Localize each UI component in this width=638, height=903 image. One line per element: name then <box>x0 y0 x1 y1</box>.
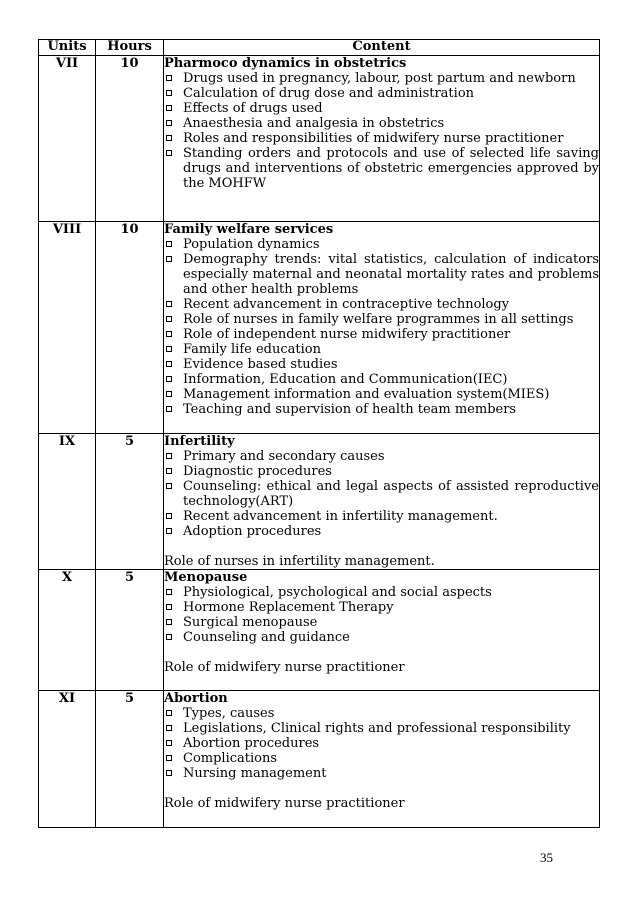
list-item-text: Population dynamics <box>183 237 320 252</box>
checkbox-bullet-icon <box>166 755 172 761</box>
list-item-text: Adoption procedures <box>183 524 322 539</box>
content-list <box>164 585 599 645</box>
checkbox-bullet-icon <box>166 391 172 397</box>
syllabus-table <box>38 39 600 828</box>
unit-cell: X <box>39 570 96 691</box>
unit-title: Menopause <box>164 570 248 585</box>
unit-title: Abortion <box>164 691 228 706</box>
hours-cell: 5 <box>96 691 164 828</box>
list-item-text: Recent advancement in infertility management. <box>183 509 498 524</box>
checkbox-bullet-icon <box>166 256 172 262</box>
list-item-text: Counseling and guidance <box>183 630 350 645</box>
table-row <box>39 691 600 828</box>
checkbox-bullet-icon <box>166 331 172 337</box>
checkbox-bullet-icon <box>166 301 172 307</box>
checkbox-bullet-icon <box>166 316 172 322</box>
list-item <box>164 402 599 417</box>
table-body <box>39 56 600 828</box>
list-item-text: Teaching and supervision of health team members <box>183 402 517 417</box>
list-item <box>164 357 599 372</box>
table-header-row <box>39 40 600 56</box>
checkbox-bullet-icon <box>166 376 172 382</box>
list-item-text: Information, Education and Communication(IEC) <box>183 372 508 387</box>
list-item-text: Counseling: ethical and legal aspects of assisted reproductive technology(ART) <box>183 479 599 509</box>
list-item <box>164 630 599 645</box>
list-item-text: Anaesthesia and analgesia in obstetrics <box>183 116 445 131</box>
table-row <box>39 570 600 691</box>
list-item-text: Roles and responsibilities of midwifery nurse practitioner <box>183 131 564 146</box>
list-item-text: Abortion procedures <box>183 736 320 751</box>
checkbox-bullet-icon <box>166 634 172 640</box>
list-item <box>164 479 599 509</box>
list-item-text: Calculation of drug dose and administration <box>183 86 475 101</box>
list-item <box>164 449 599 464</box>
checkbox-bullet-icon <box>166 740 172 746</box>
list-item-text: Nursing management <box>183 766 327 781</box>
unit-cell: VII <box>39 56 96 222</box>
list-item-text: Complications <box>183 751 278 766</box>
list-item <box>164 387 599 402</box>
list-item-text: Demography trends: vital statistics, calculation of indicators especially maternal and neonatal mortality rates and problems and other health problems <box>183 252 599 297</box>
content-cell <box>164 570 600 691</box>
list-item <box>164 237 599 252</box>
checkbox-bullet-icon <box>166 120 172 126</box>
checkbox-bullet-icon <box>166 346 172 352</box>
list-item <box>164 721 599 736</box>
checkbox-bullet-icon <box>166 513 172 519</box>
role-note: Role of midwifery nurse practitioner <box>164 796 405 811</box>
checkbox-bullet-icon <box>166 710 172 716</box>
unit-title: Family welfare services <box>164 222 334 237</box>
list-item <box>164 297 599 312</box>
list-item <box>164 600 599 615</box>
list-item-text: Types, causes <box>183 706 275 721</box>
checkbox-bullet-icon <box>166 105 172 111</box>
checkbox-bullet-icon <box>166 770 172 776</box>
content-cell <box>164 56 600 222</box>
role-note: Role of nurses in infertility management. <box>164 554 435 569</box>
list-item <box>164 736 599 751</box>
content-cell <box>164 691 600 828</box>
list-item <box>164 312 599 327</box>
checkbox-bullet-icon <box>166 604 172 610</box>
header-content: Content <box>164 40 600 56</box>
unit-title: Infertility <box>164 434 235 449</box>
list-item <box>164 706 599 721</box>
list-item-text: Diagnostic procedures <box>183 464 332 479</box>
list-item <box>164 372 599 387</box>
checkbox-bullet-icon <box>166 453 172 459</box>
checkbox-bullet-icon <box>166 150 172 156</box>
checkbox-bullet-icon <box>166 241 172 247</box>
list-item <box>164 766 599 781</box>
list-item-text: Family life education <box>183 342 321 357</box>
checkbox-bullet-icon <box>166 75 172 81</box>
list-item-text: Drugs used in pregnancy, labour, post partum and newborn <box>183 71 576 86</box>
checkbox-bullet-icon <box>166 135 172 141</box>
list-item <box>164 751 599 766</box>
list-item <box>164 464 599 479</box>
checkbox-bullet-icon <box>166 483 172 489</box>
unit-title: Pharmoco dynamics in obstetrics <box>164 56 407 71</box>
checkbox-bullet-icon <box>166 468 172 474</box>
list-item-text: Role of independent nurse midwifery practitioner <box>183 327 511 342</box>
checkbox-bullet-icon <box>166 361 172 367</box>
content-cell <box>164 434 600 570</box>
checkbox-bullet-icon <box>166 725 172 731</box>
content-list <box>164 449 599 539</box>
page-number: 35 <box>540 850 553 865</box>
checkbox-bullet-icon <box>166 589 172 595</box>
checkbox-bullet-icon <box>166 406 172 412</box>
list-item <box>164 116 599 131</box>
header-hours: Hours <box>96 40 164 56</box>
list-item-text: Effects of drugs used <box>183 101 323 116</box>
list-item-text: Physiological, psychological and social aspects <box>183 585 492 600</box>
list-item <box>164 342 599 357</box>
list-item <box>164 615 599 630</box>
checkbox-bullet-icon <box>166 619 172 625</box>
list-item <box>164 252 599 297</box>
list-item-text: Surgical menopause <box>183 615 318 630</box>
list-item <box>164 101 599 116</box>
unit-cell: IX <box>39 434 96 570</box>
checkbox-bullet-icon <box>166 528 172 534</box>
hours-cell: 10 <box>96 222 164 434</box>
list-item <box>164 509 599 524</box>
list-item-text: Primary and secondary causes <box>183 449 385 464</box>
hours-cell: 5 <box>96 434 164 570</box>
content-list <box>164 71 599 191</box>
list-item-text: Management information and evaluation system(MIES) <box>183 387 550 402</box>
table-row <box>39 222 600 434</box>
list-item <box>164 585 599 600</box>
unit-cell: XI <box>39 691 96 828</box>
content-list <box>164 706 599 781</box>
list-item-text: Evidence based studies <box>183 357 338 372</box>
list-item <box>164 71 599 86</box>
list-item-text: Hormone Replacement Therapy <box>183 600 394 615</box>
table-row <box>39 434 600 570</box>
list-item <box>164 327 599 342</box>
checkbox-bullet-icon <box>166 90 172 96</box>
list-item <box>164 524 599 539</box>
header-units: Units <box>39 40 96 56</box>
content-cell <box>164 222 600 434</box>
list-item-text: Role of nurses in family welfare programmes in all settings <box>183 312 574 327</box>
list-item-text: Standing orders and protocols and use of selected life saving drugs and interventions of obstetric emergencies approved by the MOHFW <box>183 146 599 191</box>
role-note: Role of midwifery nurse practitioner <box>164 660 405 675</box>
hours-cell: 10 <box>96 56 164 222</box>
list-item-text: Legislations, Clinical rights and professional responsibility <box>183 721 571 736</box>
list-item <box>164 131 599 146</box>
list-item-text: Recent advancement in contraceptive technology <box>183 297 510 312</box>
list-item <box>164 86 599 101</box>
content-list <box>164 237 599 417</box>
list-item <box>164 146 599 191</box>
hours-cell: 5 <box>96 570 164 691</box>
unit-cell: VIII <box>39 222 96 434</box>
table-row <box>39 56 600 222</box>
